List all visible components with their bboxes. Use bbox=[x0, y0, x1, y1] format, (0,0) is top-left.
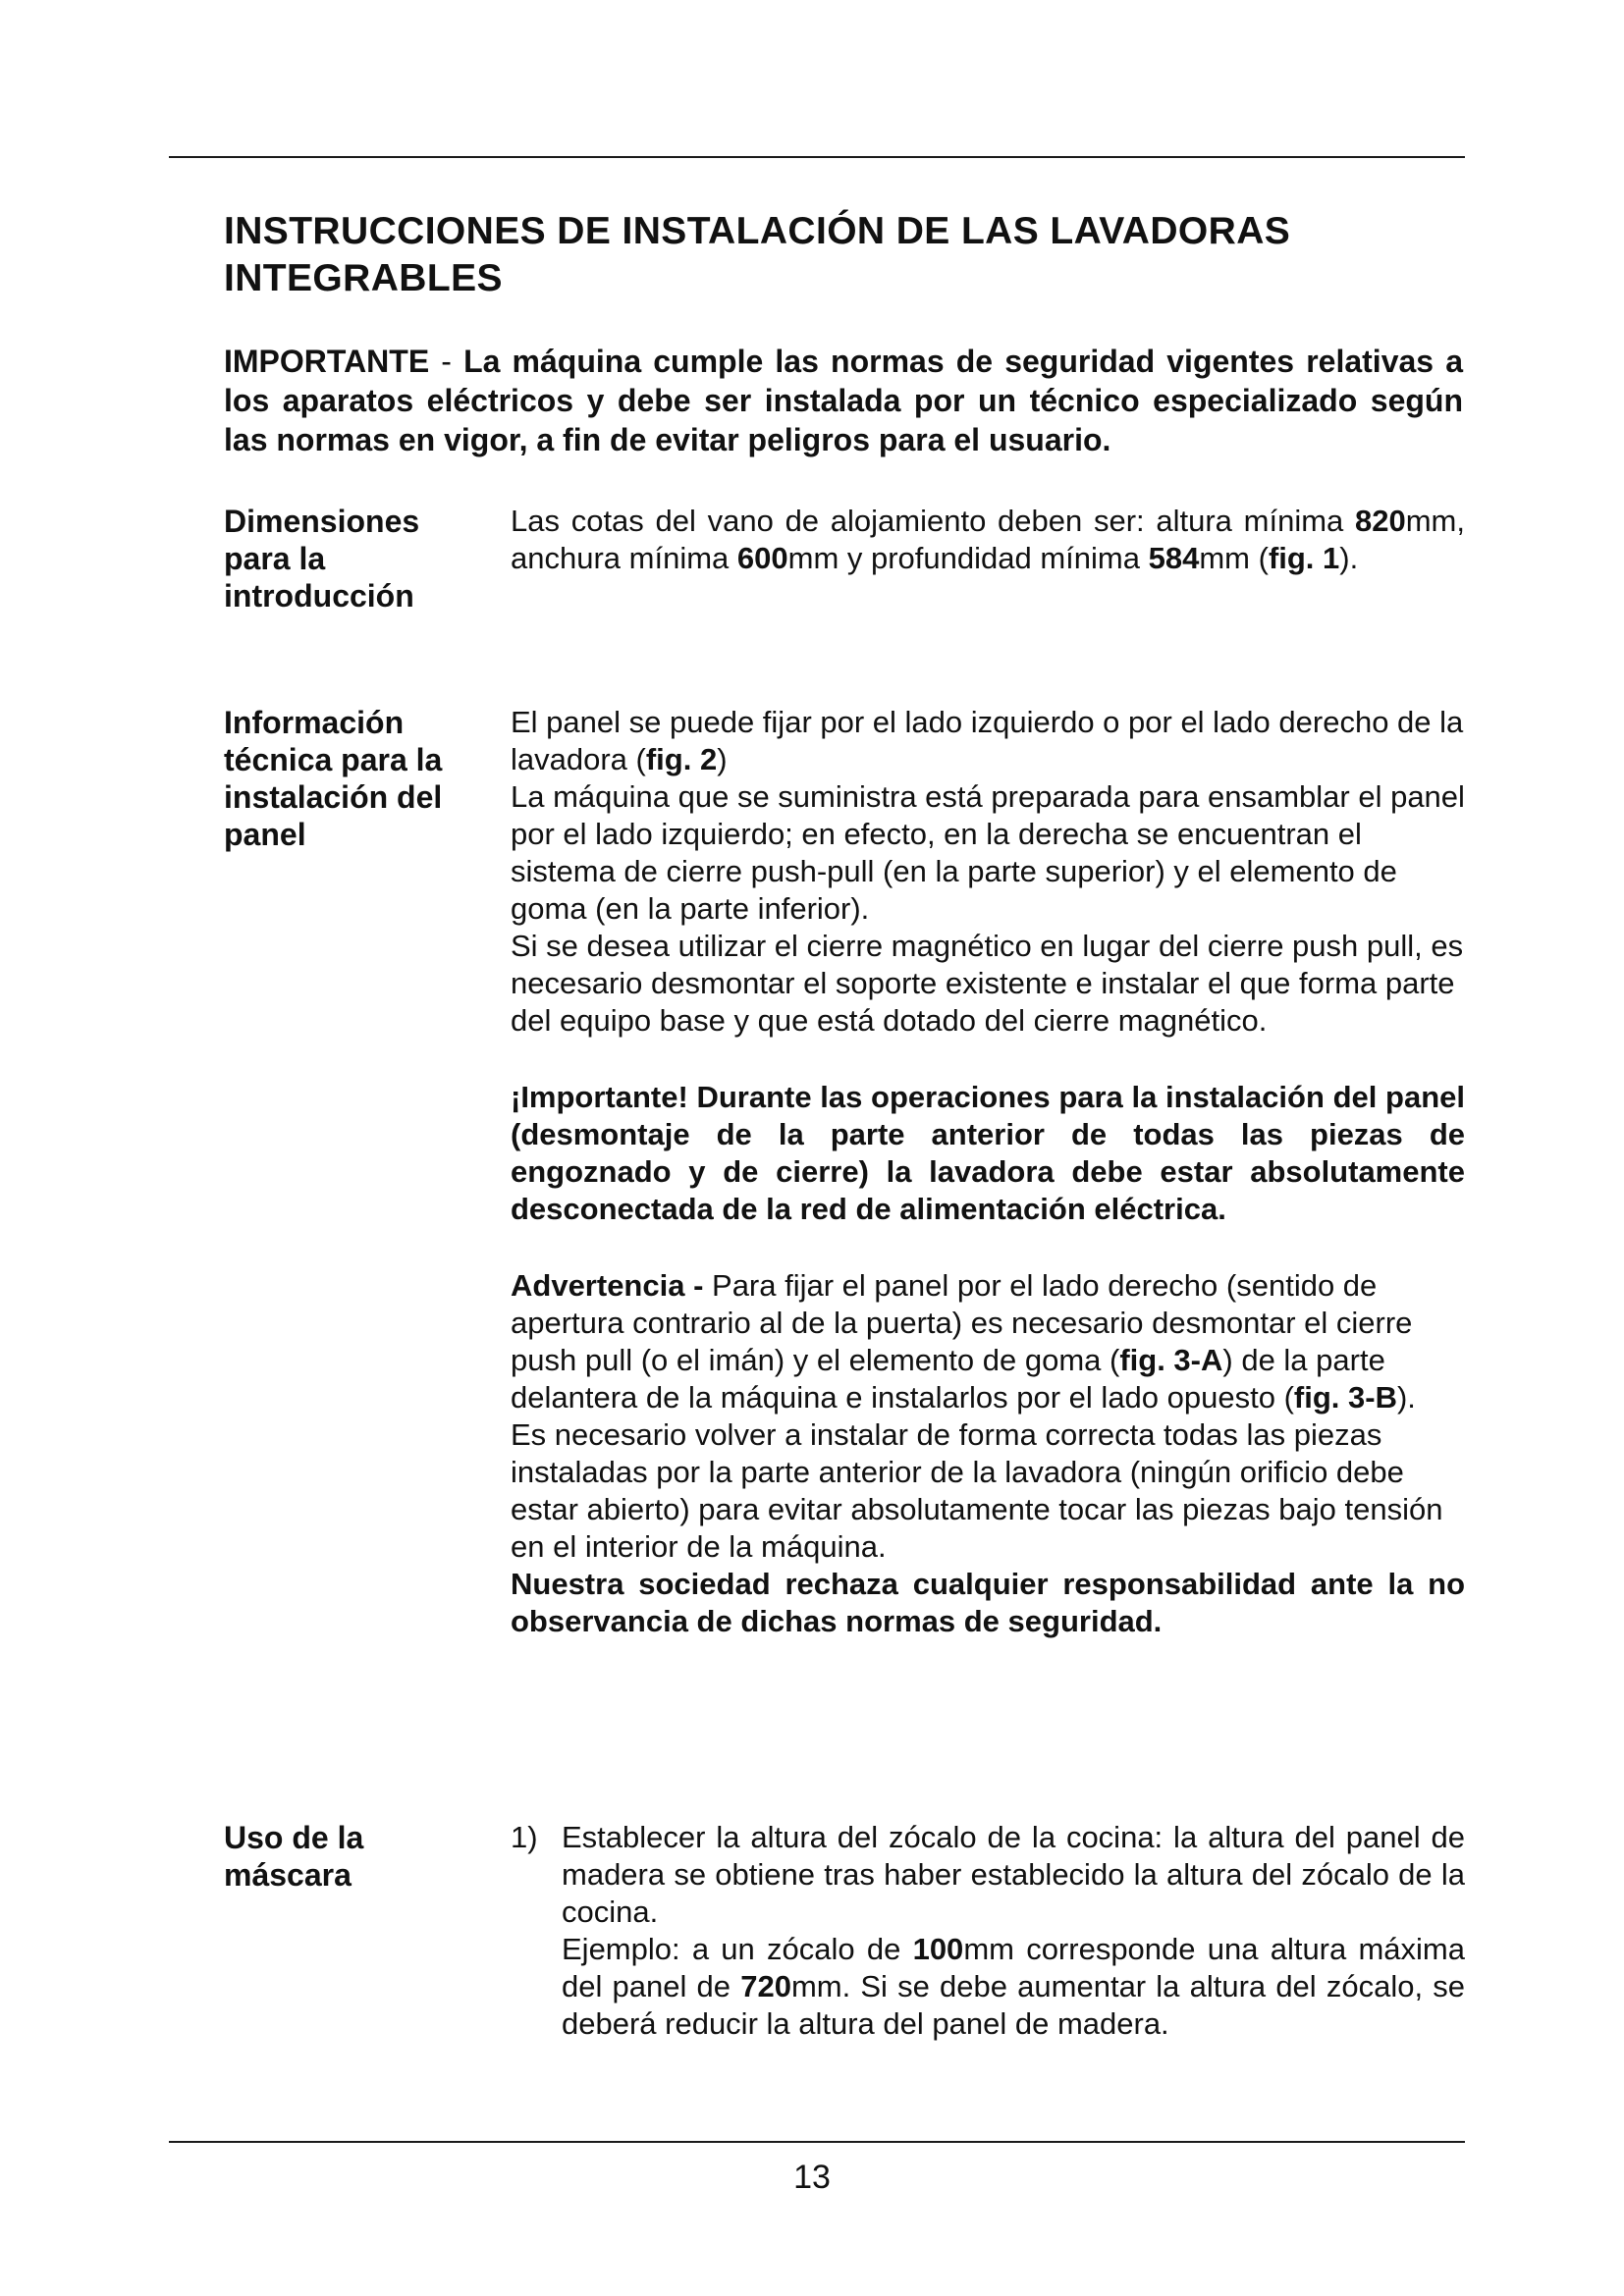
min-width-value: 600 bbox=[736, 541, 788, 575]
advertencia-paragraph-2: Es necesario volver a instalar de forma correcta todas las piezas instaladas por la parte anterior de la lavadora (ningún orificio debe estar abierto) para evitar absolutamente tocar las piezas bajo tensión en el interior de la máquina. bbox=[511, 1417, 1443, 1564]
dimensions-text bbox=[511, 503, 1465, 577]
panel-info-label: Información técnica para la instalación del panel bbox=[224, 705, 443, 852]
panel-info-text bbox=[511, 704, 1465, 1640]
important-text: La máquina cumple las normas de seguridad vigentes relativas a los aparatos eléctricos y debe ser instalada por un técnico especializado según las normas en vigor, a fin de evitar peligros para el usuario. bbox=[224, 344, 1463, 457]
panel-info-section bbox=[224, 704, 1465, 1764]
list-item bbox=[511, 1819, 1465, 2043]
important-notice bbox=[224, 342, 1463, 459]
dimensions-text-2: mm, anchura mínima bbox=[511, 504, 1465, 575]
dimensions-paragraph bbox=[511, 503, 1465, 577]
list-number: 1) bbox=[511, 1820, 538, 1854]
advertencia-text-2: ) de la parte delantera de la máquina e instalarlos por el lado opuesto ( bbox=[511, 1343, 1385, 1415]
list-item-text bbox=[562, 1819, 1465, 2043]
dimensions-section bbox=[224, 503, 1465, 630]
mask-use-text bbox=[511, 1819, 1465, 2043]
panel-info-paragraph-1 bbox=[511, 704, 1465, 778]
min-depth-value: 584 bbox=[1148, 541, 1200, 575]
important-separator: - bbox=[429, 344, 464, 379]
page-title: INSTRUCCIONES DE INSTALACIÓN DE LAS LAVADORAS INTEGRABLES bbox=[224, 210, 1291, 299]
plinth-height-value: 100 bbox=[912, 1932, 964, 1966]
advertencia-text-1: Para fijar el panel por el lado derecho (sentido de apertura contrario al de la puerta) es necesario desmontar el cierre push pull (o el imán) y el elemento de goma ( bbox=[511, 1268, 1413, 1377]
warning-important: ¡Importante! Durante las operaciones para la instalación del panel (desmontaje de la parte anterior de todas las piezas de engoznado y de cierre) la lavadora debe estar absolutamente desconectada de la red de alimentación eléctrica. bbox=[511, 1080, 1465, 1226]
page-number: 13 bbox=[793, 2159, 831, 2196]
dimensions-text-5: ). bbox=[1339, 541, 1359, 575]
dimensions-text-4: mm ( bbox=[1199, 541, 1269, 575]
figure-3a-reference: fig. 3-A bbox=[1119, 1343, 1223, 1377]
advertencia-paragraph bbox=[511, 1267, 1465, 1416]
mask-use-example bbox=[562, 1931, 1465, 2043]
panel-info-paragraph-2: La máquina que se suministra está preparada para ensamblar el panel por el lado izquierdo; en efecto, en la derecha se encuentran el sistema de cierre push-pull (en la parte superior) y el elemento de goma (en la parte inferior). bbox=[511, 779, 1465, 926]
spacer bbox=[511, 1228, 1465, 1267]
example-text-1: Ejemplo: a un zócalo de bbox=[562, 1932, 913, 1966]
dimensions-text-1: Las cotas del vano de alojamiento deben ser: altura mínima bbox=[511, 504, 1355, 538]
important-label: IMPORTANTE bbox=[224, 344, 430, 379]
min-height-value: 820 bbox=[1355, 504, 1406, 538]
panel-info-p1-end: ) bbox=[717, 742, 728, 776]
figure-3b-reference: fig. 3-B bbox=[1293, 1380, 1397, 1415]
top-rule bbox=[169, 156, 1465, 158]
figure-2-reference: fig. 2 bbox=[645, 742, 718, 776]
advertencia-text-3: ). bbox=[1396, 1380, 1416, 1415]
spacer bbox=[511, 1040, 1465, 1079]
advertencia-label: Advertencia - bbox=[511, 1268, 704, 1303]
dimensions-text-3: mm y profundidad mínima bbox=[787, 541, 1149, 575]
panel-info-paragraph-3: Si se desea utilizar el cierre magnético en lugar del cierre push pull, es necesario desmontar el soporte existente e instalar el que forma parte del equipo base y que está dotado del cierre magnético. bbox=[511, 929, 1464, 1038]
panel-height-value: 720 bbox=[740, 1969, 791, 2003]
dimensions-label: Dimensiones para la introducción bbox=[224, 504, 420, 614]
mask-use-paragraph-1: Establecer la altura del zócalo de la cocina: la altura del panel de madera se obtiene tras haber establecido la altura del zócalo de la cocina. bbox=[562, 1820, 1465, 1929]
disclaimer: Nuestra sociedad rechaza cualquier responsabilidad ante la no observancia de dichas normas de seguridad. bbox=[511, 1567, 1465, 1638]
figure-1-reference: fig. 1 bbox=[1268, 541, 1340, 575]
example-text-2: mm corresponde una altura máxima del panel de bbox=[562, 1932, 1465, 2003]
example-text-3: mm. Si se debe aumentar la altura del zócalo, se deberá reducir la altura del panel de madera. bbox=[562, 1969, 1465, 2041]
mask-use-section bbox=[224, 1819, 1465, 2055]
panel-info-p1-text: El panel se puede fijar por el lado izquierdo o por el lado derecho de la lavadora ( bbox=[511, 705, 1464, 776]
mask-use-label: Uso de la máscara bbox=[224, 1820, 364, 1893]
bottom-rule bbox=[169, 2141, 1465, 2143]
